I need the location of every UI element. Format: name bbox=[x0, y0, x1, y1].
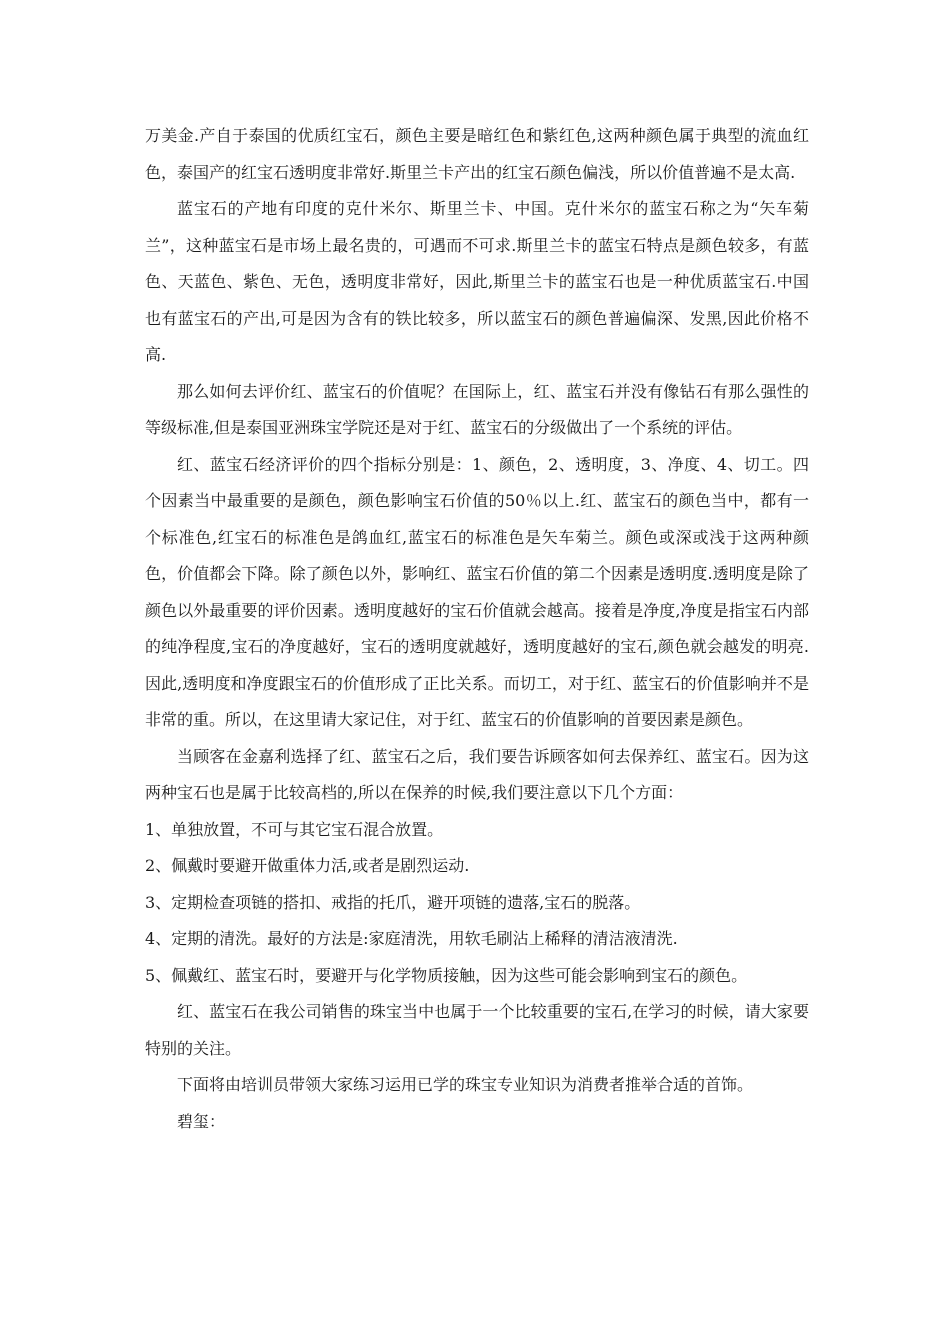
list-item-care-1: 1、单独放置，不可与其它宝石混合放置。 bbox=[145, 819, 444, 839]
paragraph-valuation-question: 那么如何去评价红、蓝宝石的价值呢？在国际上，红、蓝宝石并没有像钻石有那么强性的等级标准,但是泰国亚洲珠宝学院还是对于红、蓝宝石的分级做出了一个系统的评估。 bbox=[145, 381, 809, 437]
list-item-care-3: 3、定期检查项链的搭扣、戒指的托爪，避开项链的遗落,宝石的脱落。 bbox=[145, 892, 641, 912]
list-item-care-5: 5、佩戴红、蓝宝石时，要避开与化学物质接触，因为这些可能会影响到宝石的颜色。 bbox=[145, 965, 748, 985]
list-item-care-2: 2、佩戴时要避开做重体力活,或者是剧烈运动. bbox=[145, 856, 470, 875]
paragraph-care-intro: 当顾客在金嘉利选择了红、蓝宝石之后，我们要告诉顾客如何去保养红、蓝宝石。因为这两种宝石也是属于比较高档的,所以在保养的时候,我们要注意以下几个方面： bbox=[145, 746, 809, 802]
paragraph-trainer-practice: 下面将由培训员带领大家练习运用已学的珠宝专业知识为消费者推举合适的首饰。 bbox=[177, 1075, 754, 1094]
paragraph-four-criteria: 红、蓝宝石经济评价的四个指标分别是：1、颜色，2、透明度，3、净度、4、切工。四个因素当中最重要的是颜色，颜色影响宝石价值的50％以上.红、蓝宝石的颜色当中，都有一个标准色,红宝石的标准色是鸽血红,蓝宝石的标准色是矢车菊兰。颜色或深或浅于这两种颜色，价值都会下降。除了颜色以外，影响红、蓝宝石价值的第二个因素是透明度.透明度是除了颜色以外最重要的评价因素。透明度越好的宝石价值就会越高。接着是净度,净度是指宝石内部的纯净程度,宝石的净度越好，宝石的透明度就越好，透明度越好的宝石,颜色就会越发的明亮.因此,透明度和净度跟宝石的价值形成了正比关系。而切工，对于红、蓝宝石的价值影响并不是非常的重。所以，在这里请大家记住，对于红、蓝宝石的价值影响的首要因素是颜色。 bbox=[145, 454, 809, 729]
paragraph-sapphire-origins: 蓝宝石的产地有印度的克什米尔、斯里兰卡、中国。克什米尔的蓝宝石称之为“矢车菊兰”，这种蓝宝石是市场上最名贵的，可遇而不可求.斯里兰卡的蓝宝石特点是颜色较多，有蓝色、天蓝色、紫色、无色，透明度非常好，因此,斯里兰卡的蓝宝石也是一种优质蓝宝石.中国也有蓝宝石的产出,可是因为含有的铁比较多，所以蓝宝石的颜色普遍偏深、发黑,因此价格不高. bbox=[145, 199, 809, 364]
paragraph-importance-note: 红、蓝宝石在我公司销售的珠宝当中也属于一个比较重要的宝石,在学习的时候，请大家要特别的关注。 bbox=[145, 1002, 809, 1058]
section-heading-tourmaline: 碧玺： bbox=[177, 1111, 226, 1131]
list-item-care-4: 4、定期的清洗。最好的方法是:家庭清洗，用软毛刷沾上稀释的清洁液清洗. bbox=[145, 929, 678, 948]
document-body bbox=[145, 118, 809, 1140]
paragraph-ruby-origins: 万美金.产自于泰国的优质红宝石，颜色主要是暗红色和紫红色,这两种颜色属于典型的流血红色，泰国产的红宝石透明度非常好.斯里兰卡产出的红宝石颜色偏浅，所以价值普遍不是太高. bbox=[145, 126, 809, 182]
